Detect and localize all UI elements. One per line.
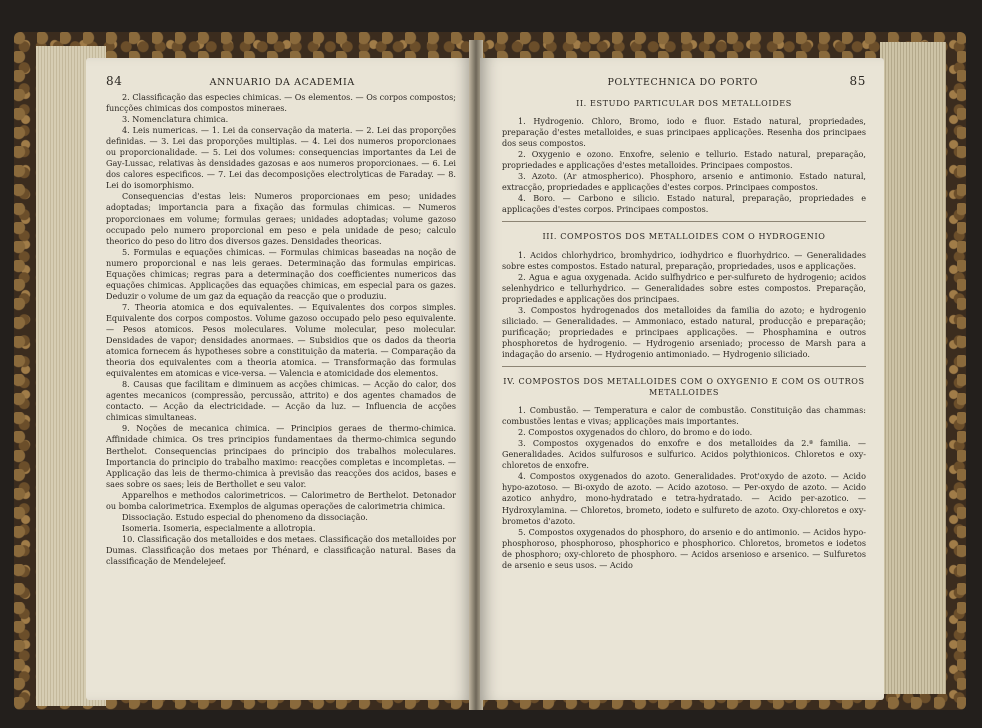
page-number: 85 <box>849 74 866 88</box>
left-page-body <box>106 92 456 567</box>
page-number: 84 <box>106 74 123 88</box>
paragraph: 5. Compostos oxygenados do phosphoro, do arsenio e do antimonio. — Acidos hypo-phosphoroso, phosphoroso, phosphorico e phosphorico. Chloretos, brometos e iodetos de phosphoro; oxy-chloreto de phosphoro. — Acidos arsenioso e arsenico. — Sulfuretos de arsenio e seus usos. — Acido <box>502 526 866 570</box>
paragraph: Isomeria. Isomeria, especialmente a allotropia. <box>122 522 316 533</box>
paragraph: 5. Formulas e equações chimicas. — Formulas chimicas baseadas na noção de numero proporcional e nas leis geraes. Determinação das formulas empiricas. Equações chimicas; regras para a determinação dos coefficientes numericos das equações chimicas. Applicações das equações chimicas, em especial para os gazes. Deduzir o volume de um gaz da equação da reacção que o produziu. <box>106 246 456 301</box>
section-divider <box>502 366 866 367</box>
running-head: POLYTECHNICA DO PORTO <box>607 77 759 88</box>
running-head: ANNUARIO DA ACADEMIA <box>209 77 355 88</box>
paragraph: 1. Hydrogenio. Chloro, Bromo, iodo e fluor. Estado natural, propriedades, preparação d'estes metalloides, e suas principaes applicações. Resenha dos principaes dos seus compostos. <box>502 116 866 149</box>
paragraph: 4. Leis numericas. — 1. Lei da conservação da materia. — 2. Lei das proporções definidas. — 3. Lei das proporções multiplas. — 4. Lei dos numeros proporcionaes ou proporcionalidade. — 5. Lei dos volumes: consequencias importantes da Lei de Gay-Lussac, relativas às densidades gazosas e aos numeros proporcionaes. — 6. Lei dos calores especificos. — 7. Lei das decomposições electrolyticas de Faraday. — 8. Lei do isomorphismo. <box>106 125 456 191</box>
right-page-header <box>502 74 866 92</box>
paragraph: 2. Oxygenio e ozono. Enxofre, selenio e tellurio. Estado natural, preparação, propriedades e applicações d'estes metalloides. Principaes compostos. <box>502 149 866 171</box>
section-heading: III. COMPOSTOS DOS METALLOIDES COM O HYDROGENIO <box>542 231 826 242</box>
paragraph: 2. Classificação das especies chimicas. — Os elementos. — Os corpos compostos; funcções chimicas dos compostos mineraes. <box>106 92 456 114</box>
paragraph: 7. Theoria atomica e dos equivalentes. — Equivalentes dos corpos simples. Equivalente dos corpos compostos. Volume gazoso occupado pelo peso equivalente. — Pesos atomicos. Pesos moleculares. Volume molecular, peso molecular. Densidades de vapor; densidades anormaes. — Subsidios que os dados da theoria atomica fornecem ás hypotheses sobre a constituição da materia. — Comparação da theoria dos equivalentes com a theoria atomica. — Transformação das formulas equivalentes em atomicas e vice-versa. — Valencia e atomicidade dos elementos. <box>106 301 456 379</box>
paragraph: 3. Compostos oxygenados do enxofre e dos metalloides da 2.ª familia. — Generalidades. Acidos sulfurosos e sulfurico. Acidos polythionicos. Chloretos e oxy-chloretos de enxofre. <box>502 438 866 471</box>
paragraph: 3. Nomenclatura chimica. <box>122 114 229 125</box>
left-page <box>86 58 472 700</box>
paragraph: 1. Acidos chlorhydrico, bromhydrico, iodhydrico e fluorhydrico. — Generalidades sobre estes compostos. Estado natural, preparação, propriedades, usos e applicações. <box>502 249 866 271</box>
paragraph: 3. Compostos hydrogenados dos metalloides da familia do azoto; e hydrogenio siliciado. — Generalidades. — Ammoniaco, estado natural, producção e preparação; purificação; propriedades e principaes applicações. — Phosphamina e outros phosphoretos de hydrogenio. — Hydrogenio arseniado; processo de Marsh para a indagação do arsenio. — Hydrogenio antimoniado. — Hydrogenio siliciado. <box>502 304 866 359</box>
section-heading: IV. COMPOSTOS DOS METALLOIDES COM O OXYGENIO E COM OS OUTROS METALLOIDES <box>503 375 865 398</box>
paragraph: 2. Agua e agua oxygenada. Acido sulfhydrico e per-sulfureto de hydrogenio; acidos selenhydrico e tellurhydrico. — Generalidades sobre estes compostos. Preparação, propriedades e applicações dos principaes. <box>502 271 866 304</box>
right-page <box>480 58 884 700</box>
paragraph: 3. Azoto. (Ar atmospherico). Phosphoro, arsenio e antimonio. Estado natural, extracção, propriedades e applicações d'estes corpos. Principaes compostos. <box>502 171 866 193</box>
paragraph: Consequencias d'estas leis: Numeros proporcionaes em peso; unidades adoptadas; importancia para a fixação das formulas chimicas. — Numeros proporcionaes em volume; formulas geraes; unidades adoptadas; volume gazoso occupado pelo numero proporcional em peso e pela unidade de peso; calculo theorico do peso do litro dos diversos gazes. Densidades theoricas. <box>106 191 456 246</box>
section-heading: II. ESTUDO PARTICULAR DOS METALLOIDES <box>576 98 792 108</box>
page-edges-right <box>880 42 946 694</box>
paragraph: Apparelhos e methodos calorimetricos. — Calorimetro de Berthelot. Detonador ou bomba calorimetrica. Exemplos de algumas operações de calorimetria chimica. <box>106 489 456 511</box>
paragraph: 1. Combustão. — Temperatura e calor de combustão. Constituição das chammas: combustões lentas e vivas; applicações mais importantes. <box>502 405 866 427</box>
section-divider <box>502 221 866 222</box>
right-page-body <box>502 98 866 571</box>
left-page-header <box>106 74 456 92</box>
paragraph: 9. Noções de mecanica chimica. — Principios geraes de thermo-chimica. Affinidade chimica. Os tres principios fundamentaes da thermo-chimica segundo Berthelot. Consequencias principaes do principio dos trabalhos moleculares. Importancia do principio do trabalho maximo: reacções completas e incompletas. — Applicação das leis de thermo-chimica à previsão das reacções dos acidos, bases e saes sobre os saes; leis de Berthollet e seu valor. <box>106 423 456 489</box>
paragraph: 10. Classificação dos metalloides e dos metaes. Classificação dos metalloides por Dumas. Classificação dos metaes por Thénard, e classificação natural. Bases da classificação de Mendelejeef. <box>106 533 456 566</box>
paragraph: Dissociação. Estudo especial do phenomeno da dissociação. <box>122 511 368 522</box>
paragraph: 4. Compostos oxygenados do azoto. Generalidades. Prot'oxydo de azoto. — Acido hypo-azotoso. — Bi-oxydo de azoto. — Acido azotoso. — Per-oxydo de azoto. — Acido azotico anhydro, mono-hydratado e tetra-hydratado. — Acido per-azotico. — Hydroxylamina. — Chloretos, brometo, iodeto e sulfureto de azoto. Oxy-chloretos e oxy-brometos d'azoto. <box>502 471 866 526</box>
paragraph: 2. Compostos oxygenados do chloro, do bromo e do iodo. <box>518 427 753 438</box>
paragraph: 8. Causas que facilitam e diminuem as acções chimicas. — Acção do calor, dos agentes mecanicos (compressão, percussão, attrito) e dos agentes chamados de contacto. — Acção da electricidade. — Acção da luz. — Influencia de acções chimicas simultaneas. <box>106 379 456 423</box>
paragraph: 4. Boro. — Carbono e silicio. Estado natural, preparação, propriedades e applicações d'estes corpos. Principaes compostos. <box>502 193 866 215</box>
